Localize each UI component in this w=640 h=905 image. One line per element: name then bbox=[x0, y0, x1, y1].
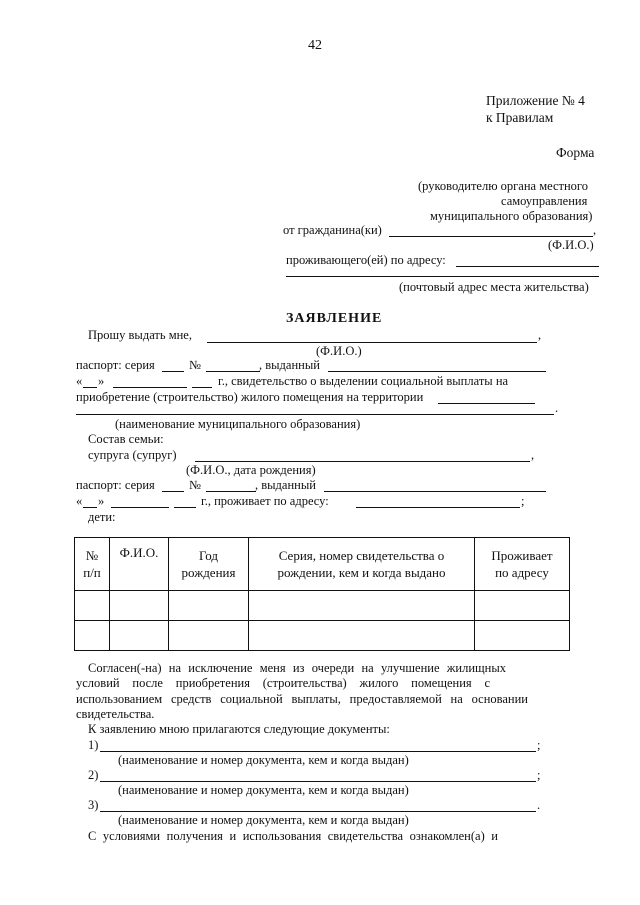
addressee-line2: самоуправления bbox=[501, 194, 588, 208]
residence-semicolon: ; bbox=[521, 494, 525, 508]
table-cell[interactable] bbox=[75, 621, 110, 651]
table-cell[interactable] bbox=[75, 591, 110, 621]
table-row bbox=[75, 591, 570, 621]
passport2-issued-label: , выданный bbox=[255, 478, 316, 492]
municipality-hint: (наименование муниципального образования) bbox=[115, 417, 361, 431]
ask-label: Прошу выдать мне, bbox=[88, 328, 192, 342]
table-cell[interactable] bbox=[475, 591, 570, 621]
doc1-number: 1) bbox=[88, 738, 99, 752]
address-field-2[interactable] bbox=[286, 276, 599, 277]
table-cell[interactable] bbox=[110, 591, 169, 621]
doc3-end: . bbox=[537, 798, 541, 812]
table-cell[interactable] bbox=[475, 621, 570, 651]
table-header-row bbox=[75, 538, 570, 591]
from-comma: , bbox=[593, 223, 597, 237]
passport2-issued-field[interactable] bbox=[324, 491, 546, 492]
fio-hint: (Ф.И.О.) bbox=[548, 238, 594, 252]
territory-field-2[interactable] bbox=[76, 414, 554, 415]
table-cell[interactable] bbox=[249, 621, 475, 651]
cert-year-field[interactable] bbox=[192, 387, 212, 388]
cert-quote-open: « bbox=[76, 374, 83, 388]
territory-field-1[interactable] bbox=[438, 403, 535, 404]
residing-label: проживающего(ей) по адресу: bbox=[286, 253, 446, 267]
document-title: ЗАЯВЛЕНИЕ bbox=[286, 311, 383, 326]
doc1-hint: (наименование и номер документа, кем и когда выдан) bbox=[118, 753, 409, 767]
from-label: от гражданина(ки) bbox=[283, 223, 382, 237]
doc2-field[interactable] bbox=[100, 781, 536, 782]
doc1-field[interactable] bbox=[100, 751, 536, 752]
passport1-series-label: паспорт: серия bbox=[76, 358, 155, 372]
consent-line3: использованием средств социальной выплаты, предоставляемой на основании bbox=[76, 692, 528, 706]
col-fio: Ф.И.О. bbox=[110, 538, 169, 591]
cert-quote-close: » bbox=[98, 374, 105, 388]
addressee-line1: (руководителю органа местного bbox=[418, 179, 588, 193]
table-row bbox=[75, 621, 570, 651]
from-field[interactable] bbox=[389, 236, 593, 237]
ask-field[interactable] bbox=[207, 342, 537, 343]
residence-address-field[interactable] bbox=[356, 507, 520, 508]
appendix-line2: к Правилам bbox=[486, 110, 554, 125]
doc3-field[interactable] bbox=[100, 811, 536, 812]
passport2-no-field[interactable] bbox=[206, 491, 256, 492]
doc2-number: 2) bbox=[88, 768, 99, 782]
cert-day-field[interactable] bbox=[83, 387, 97, 388]
consent-line2: условий после приобретения (строительства) жилого помещения с bbox=[76, 676, 490, 690]
spouse-comma: , bbox=[531, 448, 535, 462]
cert-month-field[interactable] bbox=[113, 387, 187, 388]
residence-quote-close: » bbox=[98, 494, 105, 508]
doc2-end: ; bbox=[537, 768, 541, 782]
form-label: Форма bbox=[556, 145, 595, 160]
col-residence: Проживает по адресу bbox=[475, 538, 570, 591]
territory-period: . bbox=[555, 401, 559, 415]
residence-text: г., проживает по адресу: bbox=[201, 494, 329, 508]
passport1-issued-label: , выданный bbox=[259, 358, 320, 372]
consent-line1: Согласен(-на) на исключение меня из очереди на улучшение жилищных bbox=[88, 661, 506, 675]
table-cell[interactable] bbox=[249, 591, 475, 621]
doc3-hint: (наименование и номер документа, кем и когда выдан) bbox=[118, 813, 409, 827]
children-label: дети: bbox=[88, 510, 116, 524]
attach-label: К заявлению мною прилагаются следующие документы: bbox=[88, 722, 390, 736]
ask-hint: (Ф.И.О.) bbox=[316, 344, 362, 358]
consent-line4: свидетельства. bbox=[76, 707, 155, 721]
col-number: № п/п bbox=[75, 538, 110, 591]
passport1-series-field[interactable] bbox=[162, 371, 184, 372]
table-cell[interactable] bbox=[169, 621, 249, 651]
address-field-1[interactable] bbox=[456, 266, 599, 267]
addressee-line3: муниципального образования) bbox=[430, 209, 593, 223]
passport2-series-label: паспорт: серия bbox=[76, 478, 155, 492]
appendix-line1: Приложение № 4 bbox=[486, 93, 585, 108]
residence-month-field[interactable] bbox=[111, 507, 169, 508]
doc2-hint: (наименование и номер документа, кем и когда выдан) bbox=[118, 783, 409, 797]
doc3-number: 3) bbox=[88, 798, 99, 812]
family-label: Состав семьи: bbox=[88, 432, 164, 446]
passport1-no-field[interactable] bbox=[206, 371, 260, 372]
table-cell[interactable] bbox=[110, 621, 169, 651]
passport2-series-field[interactable] bbox=[162, 491, 184, 492]
page-number: 42 bbox=[308, 38, 322, 53]
cert-text: г., свидетельство о выделении социальной выплаты на bbox=[218, 374, 509, 388]
passport2-no-label: № bbox=[189, 478, 201, 492]
residence-day-field[interactable] bbox=[83, 507, 97, 508]
spouse-label: супруга (супруг) bbox=[88, 448, 177, 462]
residence-year-field[interactable] bbox=[174, 507, 196, 508]
table-cell[interactable] bbox=[169, 591, 249, 621]
ask-comma: , bbox=[538, 328, 542, 342]
conditions-text: С условиями получения и использования свидетельства ознакомлен(а) и bbox=[88, 829, 498, 843]
doc1-end: ; bbox=[537, 738, 541, 752]
col-certificate: Серия, номер свидетельства о рождении, кем и когда выдано bbox=[249, 538, 475, 591]
passport1-no-label: № bbox=[189, 358, 201, 372]
acquire-text: приобретение (строительство) жилого помещения на территории bbox=[76, 390, 424, 404]
spouse-field[interactable] bbox=[195, 461, 530, 462]
spouse-hint: (Ф.И.О., дата рождения) bbox=[186, 463, 316, 477]
col-birth-year: Год рождения bbox=[169, 538, 249, 591]
children-table bbox=[74, 537, 570, 651]
passport1-issued-field[interactable] bbox=[328, 371, 546, 372]
address-hint: (почтовый адрес места жительства) bbox=[399, 280, 589, 294]
residence-quote-open: « bbox=[76, 494, 83, 508]
